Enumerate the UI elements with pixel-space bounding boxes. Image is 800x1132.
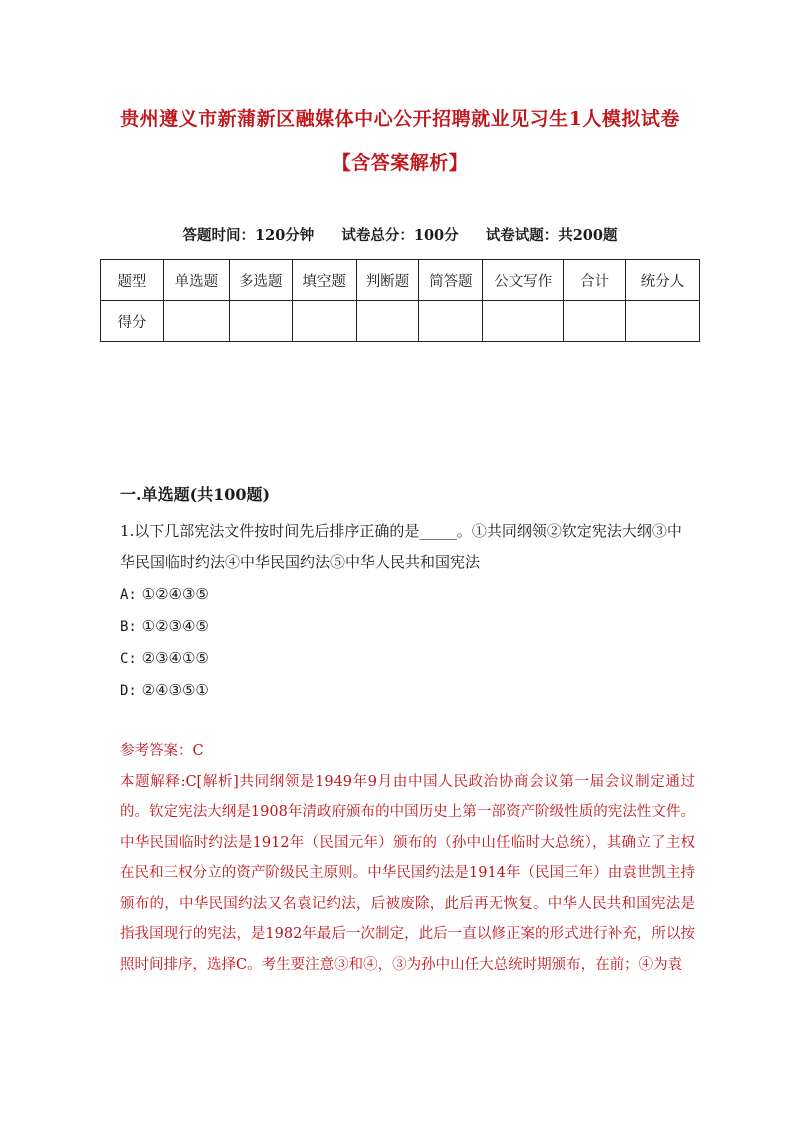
option-a [120,578,209,610]
score-table-column-header: 公文写作 [483,260,564,301]
score-table-header-row [101,260,700,301]
score-table [100,259,700,342]
score-cell [292,301,356,342]
question-options [120,578,209,706]
score-table-column-header: 合计 [564,260,626,301]
score-table-column-header: 填空题 [292,260,356,301]
option-c [120,642,209,674]
score-table-header-label: 题型 [101,260,164,301]
option-d [120,674,209,706]
score-cell [163,301,229,342]
score-table-column-header: 单选题 [163,260,229,301]
score-table-column-header: 简答题 [419,260,483,301]
score-cell [564,301,626,342]
score-cell [229,301,292,342]
score-table-column-header: 多选题 [229,260,292,301]
score-cell [483,301,564,342]
exam-question-count: 试卷试题：共200题 [485,227,618,244]
exam-title: 贵州遵义市新蒲新区融媒体中心公开招聘就业见习生1人模拟试卷 [120,108,680,130]
score-table-column-header: 判断题 [356,260,419,301]
option-letter: D: [120,683,137,699]
option-text: ①②③④⑤ [141,617,209,635]
score-cell [419,301,483,342]
score-table-score-row [101,301,700,342]
score-table-row-label: 得分 [101,301,164,342]
score-cell [356,301,419,342]
exam-total-score: 试卷总分：100分 [341,227,459,244]
answer-label: 参考答案：C [120,743,204,759]
section-title: 一.单选题(共100题) [120,485,271,504]
option-text: ②④③⑤① [141,681,209,699]
option-text: ②③④①⑤ [141,649,209,667]
exam-time: 答题时间：120分钟 [182,227,315,244]
score-table-column-header: 统分人 [626,260,700,301]
question-text: 1.以下几部宪法文件按时间先后排序正确的是_____。①共同纲领②钦定宪法大纲③中华民国临时约法④中华民国约法⑤中华人民共和国宪法 [120,522,682,571]
exam-meta [0,224,800,245]
score-cell [626,301,700,342]
option-letter: B: [120,619,137,635]
option-text: ①②④③⑤ [141,585,209,603]
option-b [120,610,209,642]
answer-explanation: 本题解释:C[解析]共同纲领是1949年9月由中国人民政治协商会议第一届会议制定通过的。钦定宪法大纲是1908年清政府颁布的中国历史上第一部资产阶级性质的宪法性文件。中华民国临时约法是1912年（民国元年）颁布的（孙中山任临时大总统），其确立了主权在民和三权分立的资产阶级民主原则。中华民国约法是1914年（民国三年）由袁世凯主持颁布的，中华民国约法又名袁记约法，后被废除，此后再无恢复。中华人民共和国宪法是指我国现行的宪法，是1982年最后一次制定，此后一直以修正案的形式进行补充，所以按照时间排序，选择C。考生要注意③和④，③为孙中山任大总统时期颁布，在前；④为袁 [120,773,695,973]
answer-block [120,736,695,980]
exam-subtitle: 【含答案解析】 [331,152,469,174]
option-letter: A: [120,587,137,603]
option-letter: C: [120,651,137,667]
